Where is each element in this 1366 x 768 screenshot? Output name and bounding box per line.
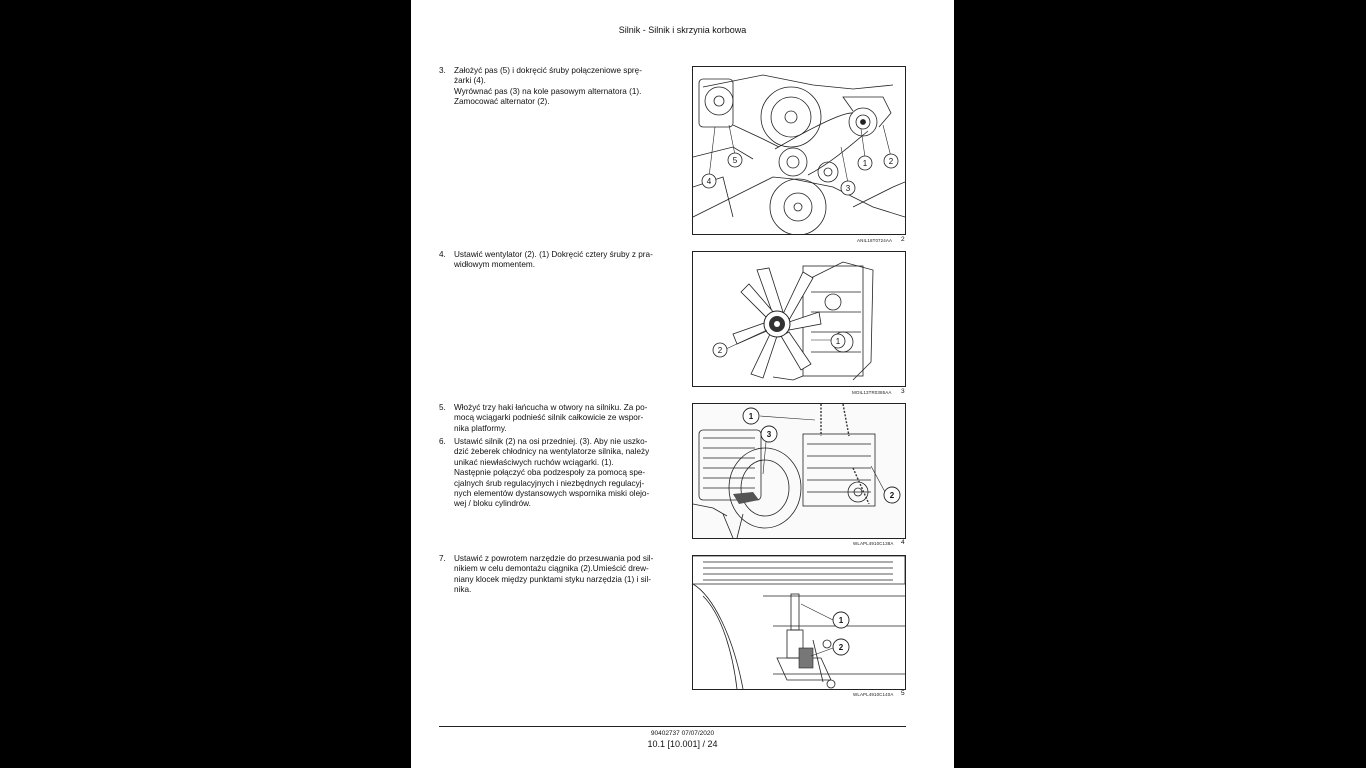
document-reference: 90402737 07/07/2020 bbox=[650, 730, 715, 737]
callout-5: 5 bbox=[732, 156, 738, 165]
callout-4: 4 bbox=[706, 177, 712, 186]
callout-1: 1 bbox=[862, 159, 868, 168]
figure-code: WLAPL4910C140A bbox=[853, 692, 894, 697]
step-text: Włożyć trzy haki łańcucha w otwory na silniku. Za po- mocą wciągarki podnieść silnik całkowicie ze wspor- nika platformy. bbox=[454, 403, 648, 433]
step-number: 3. bbox=[439, 66, 446, 75]
figure-code: WLAPL4910C138A bbox=[853, 541, 894, 546]
step-number: 4. bbox=[439, 250, 446, 259]
footer-divider bbox=[439, 726, 906, 727]
callout-3: 3 bbox=[766, 430, 772, 439]
callout-2: 2 bbox=[888, 157, 894, 166]
step-text: Założyć pas (5) i dokręcić śruby połączeniowe sprę- żarki (4). Wyrównać pas (3) na kole pasowym alternatora (1). Zamocować alternator (2). bbox=[454, 66, 642, 107]
callout-3: 3 bbox=[845, 184, 851, 193]
callout-1: 1 bbox=[748, 412, 754, 421]
figure-number: 5 bbox=[901, 690, 905, 697]
figure-number: 2 bbox=[901, 236, 905, 243]
step-text: Ustawić wentylator (2). (1) Dokręcić cztery śruby z pra- widłowym momentem. bbox=[454, 250, 653, 270]
figure-code: ANIL18T0724AA bbox=[857, 238, 893, 243]
figure-number: 4 bbox=[901, 539, 905, 546]
callout-2: 2 bbox=[889, 491, 895, 500]
step-text: Ustawić z powrotem narzędzie do przesuwania pod sil- nikiem w celu demontażu ciągnika (2).Umieścić drew- niany klocek między punktami styku narzędzia (1) i sil- nika. bbox=[454, 554, 654, 595]
step-3 bbox=[439, 66, 673, 108]
step-number: 5. bbox=[439, 403, 446, 412]
step-7 bbox=[439, 554, 673, 596]
page-reference: 10.1 [10.001] / 24 bbox=[647, 739, 718, 749]
step-text: Ustawić silnik (2) na osi przedniej. (3). Aby nie uszko- dzić żeberek chłodnicy na wentylatorze silnika, należy unikać niewłaściwych ruchów wciągarki. (1). Następnie połączyć oba podzespoły za pomocą spe- cjalnych śrub regulacyjnych i niezbędnych regulacyj- nych elementów dystansowych wspornika miski olejo- wej / bloku cylindrów. bbox=[454, 437, 650, 509]
figure-5-moving-tool bbox=[692, 555, 906, 690]
callout-1: 1 bbox=[838, 616, 844, 625]
callout-2: 2 bbox=[717, 346, 723, 355]
step-6 bbox=[439, 437, 673, 510]
figure-3-fan bbox=[692, 251, 906, 387]
manual-page bbox=[411, 0, 954, 768]
step-number: 7. bbox=[439, 554, 446, 563]
figure-number: 3 bbox=[901, 388, 905, 395]
figure-code: MOIL13TR0385AA bbox=[852, 390, 892, 395]
callout-1: 1 bbox=[835, 337, 841, 346]
figure-2-belt-drive bbox=[692, 66, 906, 235]
step-5 bbox=[439, 403, 673, 434]
callout-2: 2 bbox=[838, 643, 844, 652]
step-4 bbox=[439, 250, 673, 271]
step-number: 6. bbox=[439, 437, 446, 446]
page-title: Silnik - Silnik i skrzynia korbowa bbox=[618, 25, 747, 35]
figure-4-engine-hoist bbox=[692, 403, 906, 539]
